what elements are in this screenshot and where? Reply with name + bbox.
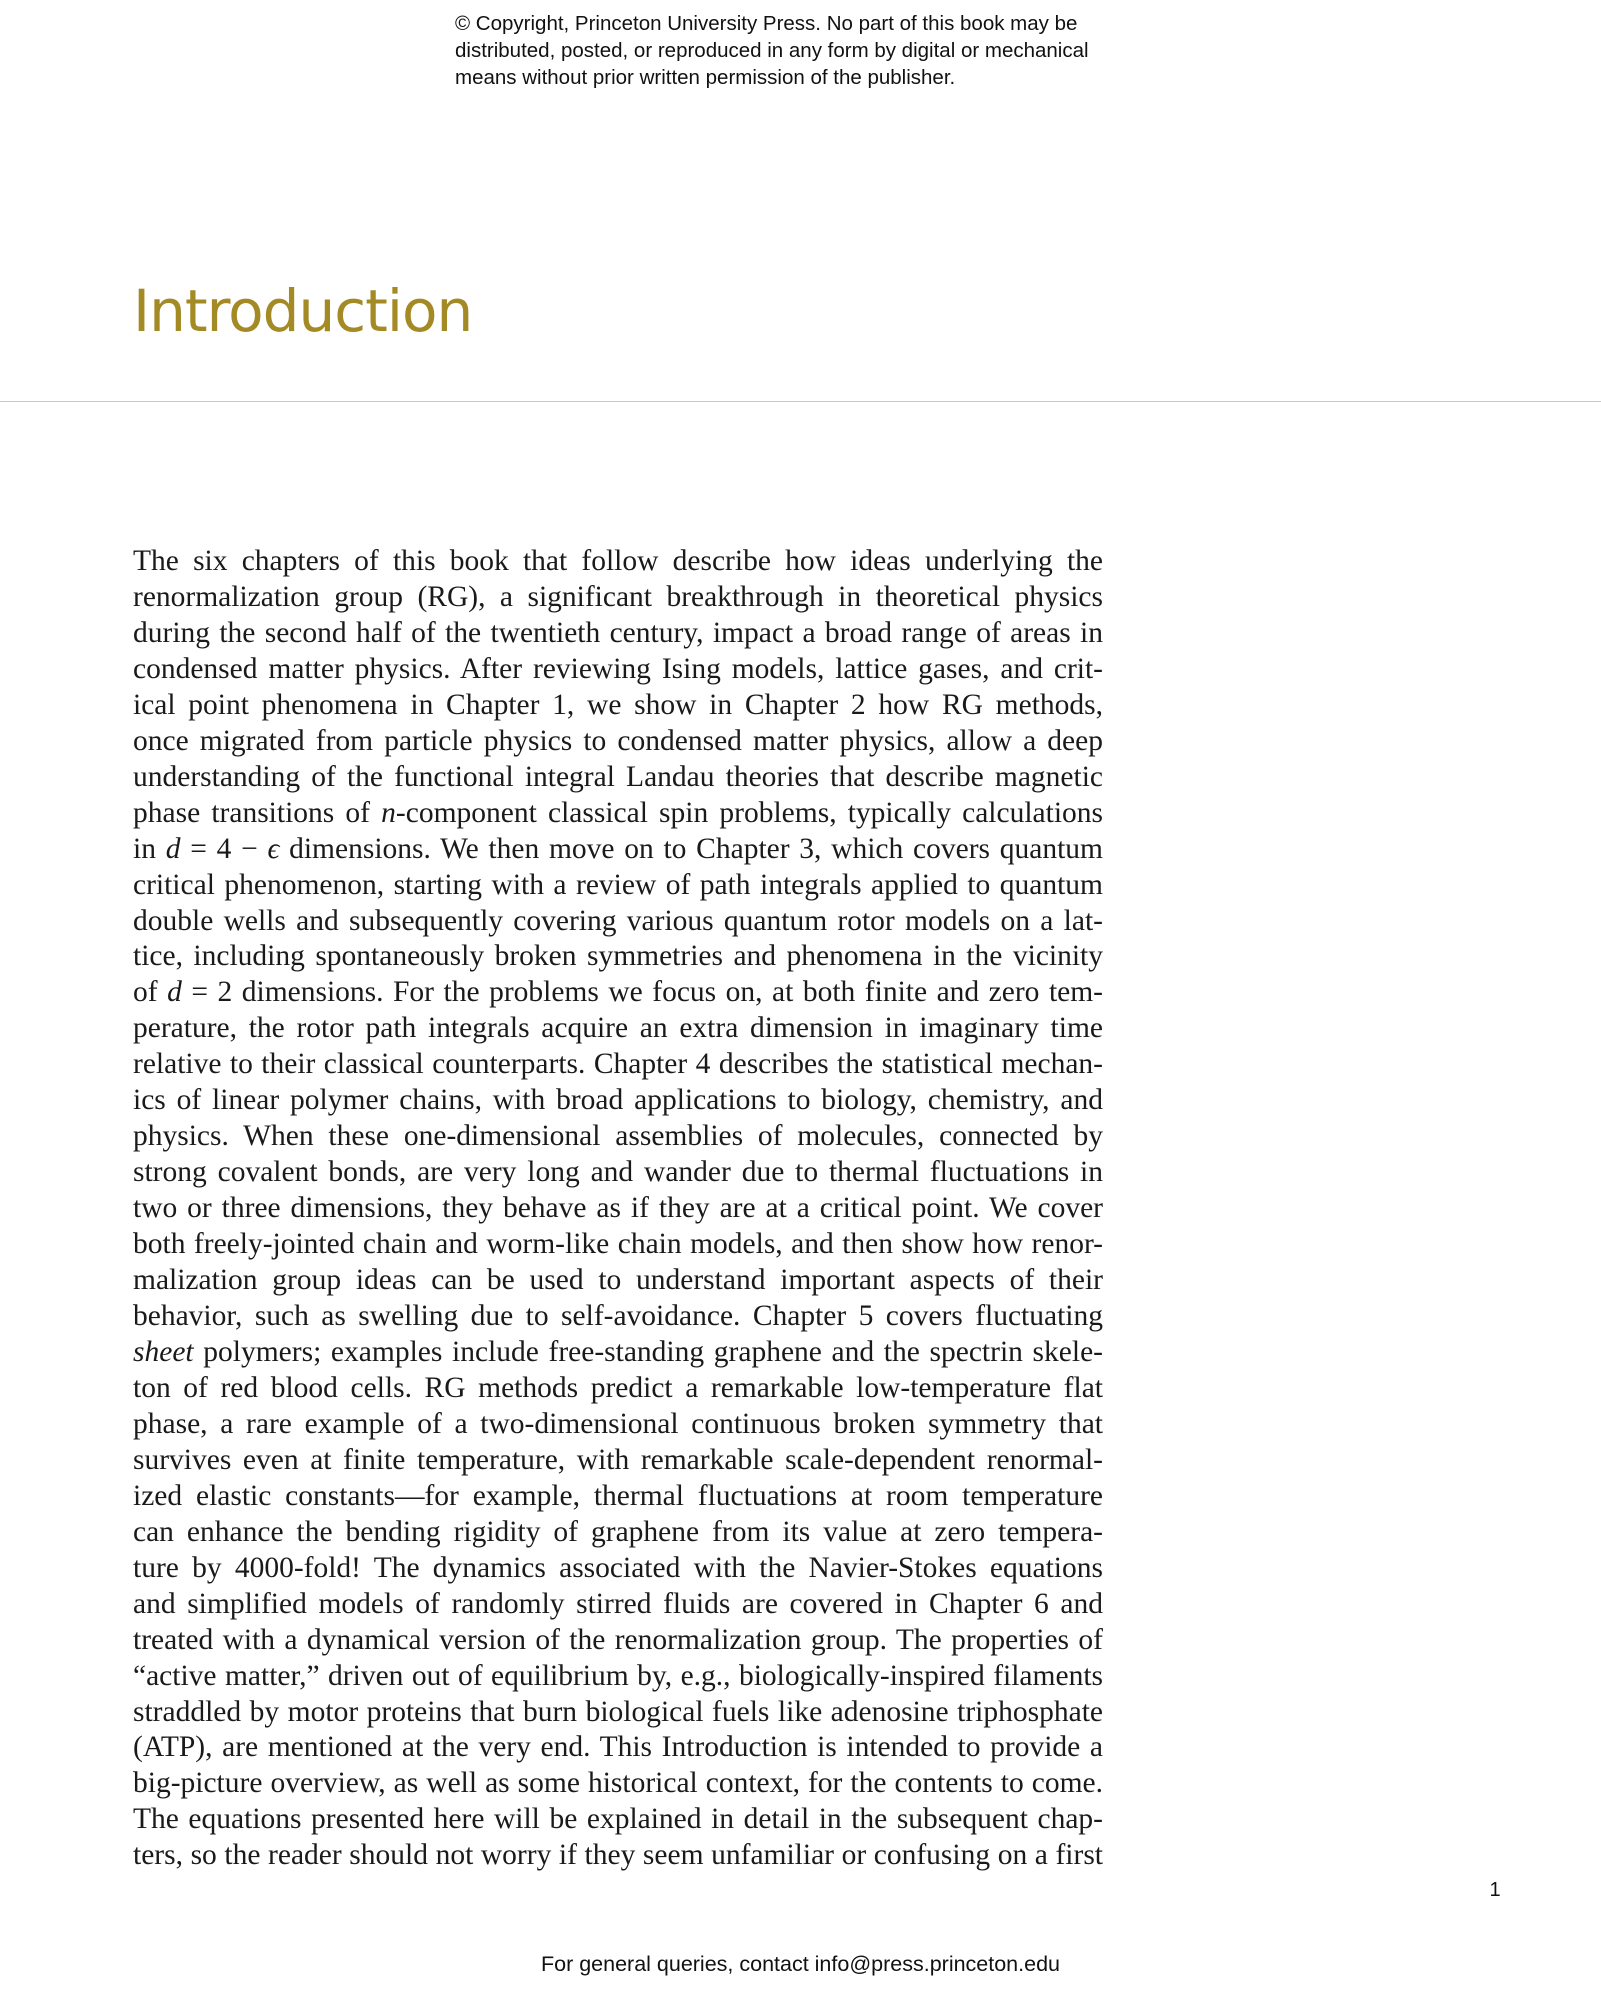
body-line: understanding of the functional integral Landau theories that describe magnetic <box>133 760 1103 793</box>
copyright-notice <box>455 10 1215 91</box>
body-line: treated with a dynamical version of the renormalization group. The properties of <box>133 1623 1103 1656</box>
body-line: condensed matter physics. After reviewing Ising models, lattice gases, and crit- <box>133 652 1103 685</box>
title-divider <box>0 401 1601 402</box>
body-line: ical point phenomena in Chapter 1, we show in Chapter 2 how RG methods, <box>133 688 1103 721</box>
body-text <box>133 544 1103 1874</box>
body-line: The equations presented here will be explained in detail in the subsequent chap- <box>133 1803 1103 1836</box>
body-line: sheet polymers; examples include free-standing graphene and the spectrin skele- <box>133 1335 1103 1368</box>
page-number: 1 <box>1489 1879 1501 1901</box>
body-line: phase, a rare example of a two-dimensional continuous broken symmetry that <box>133 1407 1103 1440</box>
body-line: two or three dimensions, they behave as if they are at a critical point. We cover <box>133 1192 1103 1225</box>
body-line: double wells and subsequently covering various quantum rotor models on a lat- <box>133 904 1103 937</box>
body-line: The six chapters of this book that follow describe how ideas underlying the <box>133 545 1103 577</box>
body-line: and simplified models of randomly stirred fluids are covered in Chapter 6 and <box>133 1587 1103 1620</box>
body-line: phase transitions of n-component classical spin problems, typically calculations <box>133 796 1104 829</box>
body-line: (ATP), are mentioned at the very end. This Introduction is intended to provide a <box>133 1731 1103 1764</box>
footer-contact: For general queries, contact info@press.princeton.edu <box>540 1952 1060 1976</box>
copyright-line: distributed, posted, or reproduced in any form by digital or mechanical <box>455 39 1089 62</box>
body-line: perature, the rotor path integrals acquire an extra dimension in imaginary time <box>133 1012 1103 1045</box>
body-line: relative to their classical counterparts. Chapter 4 describes the statistical mechan- <box>133 1048 1103 1081</box>
body-line: renormalization group (RG), a significant breakthrough in theoretical physics <box>133 580 1103 613</box>
body-line: of d = 2 dimensions. For the problems we focus on, at both finite and zero tem- <box>133 976 1103 1009</box>
body-line: can enhance the bending rigidity of graphene from its value at zero tempera- <box>133 1515 1103 1548</box>
chapter-title: Introduction <box>133 277 473 345</box>
body-line: survives even at finite temperature, with remarkable scale-dependent renormal- <box>133 1443 1103 1476</box>
body-line: both freely-jointed chain and worm-like chain models, and then show how renor- <box>133 1228 1103 1261</box>
body-line: “active matter,” driven out of equilibrium by, e.g., biologically-inspired filaments <box>133 1659 1103 1692</box>
body-line: physics. When these one-dimensional assemblies of molecules, connected by <box>133 1120 1103 1153</box>
body-line: straddled by motor proteins that burn biological fuels like adenosine triphosphate <box>133 1695 1103 1728</box>
body-line: critical phenomenon, starting with a review of path integrals applied to quantum <box>133 868 1103 901</box>
body-line: ton of red blood cells. RG methods predict a remarkable low-temperature flat <box>133 1371 1103 1404</box>
body-line: big-picture overview, as well as some historical context, for the contents to come. <box>133 1767 1103 1800</box>
body-line: strong covalent bonds, are very long and wander due to thermal fluctuations in <box>133 1156 1103 1189</box>
body-line: once migrated from particle physics to condensed matter physics, allow a deep <box>133 724 1103 757</box>
body-line: ized elastic constants—for example, thermal fluctuations at room temperature <box>133 1479 1103 1512</box>
body-line: ters, so the reader should not worry if they seem unfamiliar or confusing on a first <box>133 1839 1103 1872</box>
body-line: ics of linear polymer chains, with broad applications to biology, chemistry, and <box>133 1084 1103 1117</box>
body-line: malization group ideas can be used to understand important aspects of their <box>133 1264 1103 1297</box>
body-line: tice, including spontaneously broken symmetries and phenomena in the vicinity <box>133 940 1103 973</box>
body-line: in d = 4 − ϵ dimensions. We then move on to Chapter 3, which covers quantum <box>133 832 1103 865</box>
copyright-line: means without prior written permission of the publisher. <box>455 66 956 89</box>
body-line: during the second half of the twentieth century, impact a broad range of areas in <box>133 616 1103 649</box>
copyright-line: © Copyright, Princeton University Press. No part of this book may be <box>455 12 1078 35</box>
body-line: ture by 4000-fold! The dynamics associated with the Navier-Stokes equations <box>133 1551 1103 1584</box>
body-line: behavior, such as swelling due to self-avoidance. Chapter 5 covers fluctuating <box>133 1300 1103 1333</box>
